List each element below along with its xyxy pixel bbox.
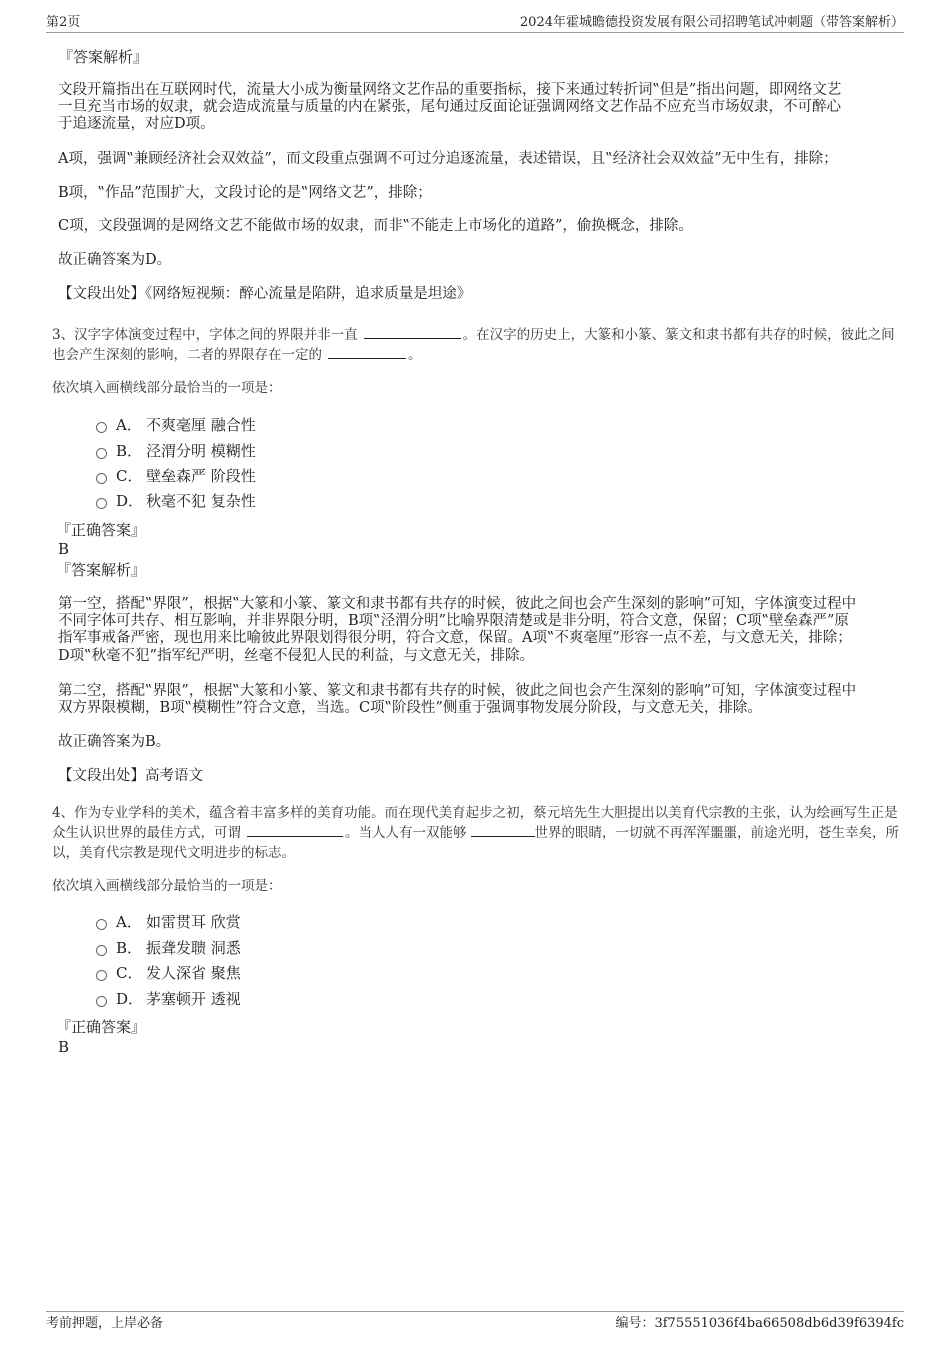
option-text: 茅塞顿开 透视 <box>146 990 241 1008</box>
page-number: 第2页 <box>46 15 81 30</box>
q3-analysis-line: 第一空，搭配‟界限”，根据‟大篆和小篆、篆文和隶书都有共存的时候，彼此之间也会产生深刻的影响”可知，字体演变过程中 <box>58 596 857 612</box>
q2-analysis-line: 一旦充当市场的奴隶，就会造成流量与质量的内在紧张，尾句通过反面论证强调网络文艺作品不应充当市场奴隶，不可醉心 <box>58 99 841 115</box>
radio-icon[interactable] <box>96 919 107 930</box>
q4-stem-text: 众生认识世界的最佳方式，可谓 <box>52 825 241 841</box>
q2-conclusion: 故正确答案为D。 <box>58 252 172 268</box>
option-text: 发人深省 聚焦 <box>146 964 241 982</box>
q2-source: 【文段出处】《网络短视频：醉心流量是陷阱，追求质量是坦途》 <box>58 286 472 302</box>
fill-blank <box>328 346 406 359</box>
radio-icon[interactable] <box>96 448 107 459</box>
option-letter: A． <box>116 416 142 434</box>
q3-conclusion: 故正确答案为B。 <box>58 734 171 750</box>
q3-stem-text: 也会产生深刻的影响，二者的界限存在一定的 <box>52 347 322 363</box>
q3-option-c[interactable] <box>96 466 256 486</box>
option-text: 不爽毫厘 融合性 <box>146 416 256 434</box>
option-text: 泾渭分明 模糊性 <box>146 442 256 460</box>
q2-analysis-option-a: A项，强调‟兼顾经济社会双效益”，而文段重点强调不可过分追逐流量，表述错误，且‟经济社会双效益”无中生有，排除； <box>58 151 838 167</box>
q3-analysis-line: 双方界限模糊，B项‟模糊性”符合文意，当选。C项‟阶段性”侧重于强调事物发展分阶段，与文意无关，排除。 <box>58 700 762 716</box>
radio-icon[interactable] <box>96 996 107 1007</box>
option-letter: B． <box>116 442 143 460</box>
q2-analysis-line: 于追逐流量，对应D项。 <box>58 116 215 132</box>
q3-stem-line1 <box>52 325 895 346</box>
option-text: 壁垒森严 阶段性 <box>146 467 256 485</box>
option-text: 振聋发聩 洞悉 <box>146 939 241 957</box>
q3-analysis-line: D项‟秋毫不犯”指军纪严明，丝毫不侵犯人民的利益，与文意无关，排除。 <box>58 648 534 664</box>
radio-icon[interactable] <box>96 473 107 484</box>
option-letter: D． <box>116 492 144 510</box>
q3-answer: B <box>58 540 70 558</box>
q4-stem-text: 。当人人有一双能够 <box>345 825 467 841</box>
q3-stem-text: 。 <box>408 347 422 363</box>
q2-analysis-label: 『答案解析』 <box>58 48 149 66</box>
document-id: 编号：3f75551036f4ba66508db6d39f6394fc <box>615 1316 904 1331</box>
radio-icon[interactable] <box>96 422 107 433</box>
q3-analysis-line: 不同字体可共存、相互影响，并非界限分明，B项‟泾渭分明”比喻界限清楚或是非分明，符合文意，保留；C项‟壁垒森严”原 <box>58 613 849 629</box>
q4-stem-line2 <box>52 823 899 844</box>
q2-analysis-line: 文段开篇指出在互联网时代，流量大小成为衡量网络文艺作品的重要指标，接下来通过转折词‟但是”指出问题，即网络文艺 <box>58 82 842 98</box>
option-letter: B． <box>116 939 143 957</box>
page-header <box>46 14 904 33</box>
option-letter: D． <box>116 990 144 1008</box>
q4-option-d[interactable] <box>96 989 241 1009</box>
q3-option-a[interactable] <box>96 415 256 435</box>
option-text: 如雷贯耳 欣赏 <box>146 913 241 931</box>
q3-analysis-line: 指军事戒备严密，现也用来比喻彼此界限划得很分明，符合文意，保留。A项‟不爽毫厘”形容一点不差，与文意无关，排除； <box>58 630 852 646</box>
q3-analysis-label: 『答案解析』 <box>56 561 147 579</box>
page-footer <box>46 1311 904 1334</box>
q3-source: 【文段出处】高考语文 <box>58 768 203 784</box>
fill-blank <box>364 326 461 339</box>
q3-prompt: 依次填入画横线部分最恰当的一项是： <box>52 380 282 396</box>
option-text: 秋毫不犯 复杂性 <box>146 492 256 510</box>
q4-stem-text: 世界的眼睛，一切就不再浑浑噩噩，前途光明，苍生幸矣，所 <box>534 825 899 841</box>
q3-analysis-line: 第二空，搭配‟界限”，根据‟大篆和小篆、篆文和隶书都有共存的时候，彼此之间也会产生深刻的影响”可知，字体演变过程中 <box>58 683 857 699</box>
q3-answer-label: 『正确答案』 <box>56 521 147 539</box>
q4-option-c[interactable] <box>96 963 241 983</box>
radio-icon[interactable] <box>96 970 107 981</box>
q3-stem-text: 。在汉字的历史上，大篆和小篆、篆文和隶书都有共存的时候，彼此之间 <box>462 327 895 343</box>
radio-icon[interactable] <box>96 498 107 509</box>
radio-icon[interactable] <box>96 945 107 956</box>
footer-slogan: 考前押题，上岸必备 <box>46 1316 164 1331</box>
q4-answer-label: 『正确答案』 <box>56 1018 147 1036</box>
q4-stem-line1: 4、作为专业学科的美术，蕴含着丰富多样的美育功能。而在现代美育起步之初，蔡元培先生大胆提出以美育代宗教的主张，认为绘画写生正是 <box>52 805 898 821</box>
option-letter: C． <box>116 964 143 982</box>
option-letter: C． <box>116 467 143 485</box>
q4-answer: B <box>58 1038 70 1056</box>
q3-option-d[interactable] <box>96 491 256 511</box>
q3-stem-line2 <box>52 345 422 366</box>
q4-option-b[interactable] <box>96 938 241 958</box>
q2-analysis-option-c: C项，文段强调的是网络文艺不能做市场的奴隶，而非‟不能走上市场化的道路”，偷换概念，排除。 <box>58 218 693 234</box>
fill-blank <box>247 824 343 837</box>
q4-option-a[interactable] <box>96 912 241 932</box>
q4-stem-line3: 以，美育代宗教是现代文明进步的标志。 <box>52 845 295 861</box>
q3-stem-text: 3、汉字字体演变过程中，字体之间的界限并非一直 <box>52 327 358 343</box>
q3-option-b[interactable] <box>96 441 256 461</box>
q4-prompt: 依次填入画横线部分最恰当的一项是： <box>52 878 282 894</box>
fill-blank <box>471 824 535 837</box>
option-letter: A． <box>116 913 142 931</box>
q2-analysis-option-b: B项，‟作品”范围扩大，文段讨论的是‟网络文艺”，排除； <box>58 185 432 201</box>
document-title: 2024年霍城瞻德投资发展有限公司招聘笔试冲刺题（带答案解析） <box>519 15 904 30</box>
